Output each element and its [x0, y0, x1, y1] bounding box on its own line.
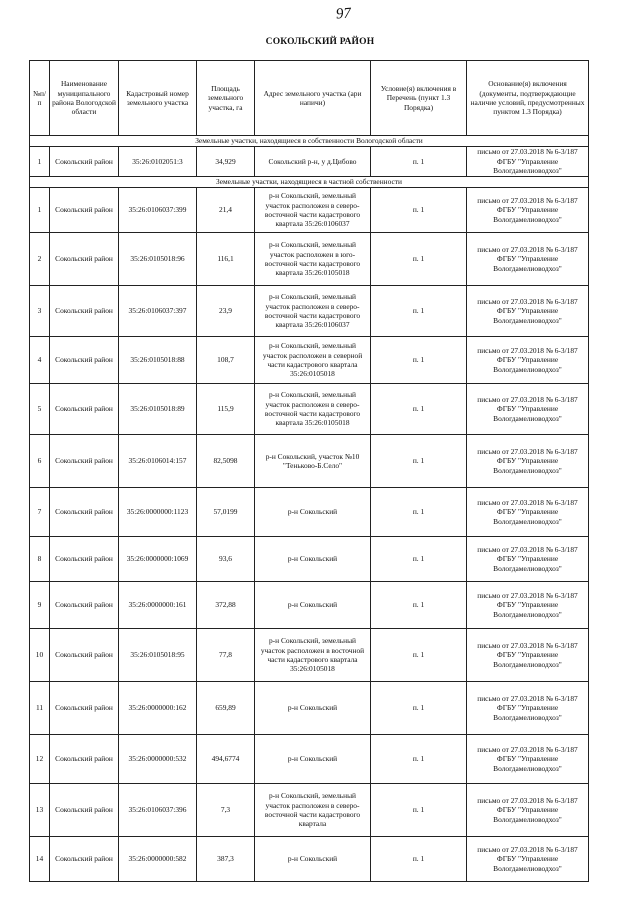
cell-municipality: Сокольский район [50, 735, 119, 784]
cell-cadastral: 35:26:0105018:96 [119, 233, 197, 286]
page-number: 97 [335, 5, 352, 23]
cell-area: 659,89 [197, 682, 255, 735]
cell-num: 9 [30, 582, 50, 629]
page-title: СОКОЛЬСКИЙ РАЙОН [265, 37, 375, 47]
cell-cadastral: 35:26:0102051:3 [119, 147, 197, 177]
cell-condition: п. 1 [371, 384, 467, 435]
table-row [30, 188, 589, 233]
header-cadastral: Кадастровый номер земельного участка [119, 61, 197, 136]
cell-municipality: Сокольский район [50, 837, 119, 882]
cell-basis: письмо от 27.03.2018 № 6-3/187 ФГБУ "Управление Вологдамелиоводхоз" [467, 582, 589, 629]
cell-condition: п. 1 [371, 735, 467, 784]
header-municipality: Наименование муниципального района Вологодской области [50, 61, 119, 136]
cell-municipality: Сокольский район [50, 784, 119, 837]
section-header-row [30, 177, 589, 188]
cell-area: 23,9 [197, 286, 255, 337]
cell-area: 77,8 [197, 629, 255, 682]
cell-num: 10 [30, 629, 50, 682]
cell-area: 116,1 [197, 233, 255, 286]
cell-area: 7,3 [197, 784, 255, 837]
cell-condition: п. 1 [371, 188, 467, 233]
section-title: Земельные участки, находящиеся в собственности Вологодской области [30, 136, 589, 147]
cell-address: р-н Сокольский, земельный участок расположен в северо-восточной части кадастрового квартала 35:26:0105018 [255, 384, 371, 435]
cell-address: р-н Сокольский, земельный участок расположен в северо-восточной части кадастрового квартала [255, 784, 371, 837]
cell-address: р-н Сокольский [255, 488, 371, 537]
cell-cadastral: 35:26:0106014:157 [119, 435, 197, 488]
cell-address: р-н Сокольский [255, 537, 371, 582]
cell-basis: письмо от 27.03.2018 № 6-3/187 ФГБУ "Управление Вологдамелиоводхоз" [467, 435, 589, 488]
header-area: Площадь земельного участка, га [197, 61, 255, 136]
cell-municipality: Сокольский район [50, 629, 119, 682]
cell-address: р-н Сокольский [255, 837, 371, 882]
cell-condition: п. 1 [371, 286, 467, 337]
cell-basis: письмо от 27.03.2018 № 6-3/187 ФГБУ "Управление Вологдамелиоводхоз" [467, 537, 589, 582]
cell-num: 8 [30, 537, 50, 582]
cell-num: 2 [30, 233, 50, 286]
cell-area: 82,5098 [197, 435, 255, 488]
cell-cadastral: 35:26:0000000:532 [119, 735, 197, 784]
cell-basis: письмо от 27.03.2018 № 6-3/187 ФГБУ "Управление Вологдамелиоводхоз" [467, 147, 589, 177]
cell-cadastral: 35:26:0106037:397 [119, 286, 197, 337]
cell-municipality: Сокольский район [50, 682, 119, 735]
cell-num: 1 [30, 188, 50, 233]
cell-address: Сокольский р-н, у д.Цибово [255, 147, 371, 177]
cell-municipality: Сокольский район [50, 537, 119, 582]
cell-cadastral: 35:26:0105018:88 [119, 337, 197, 384]
cell-cadastral: 35:26:0000000:1069 [119, 537, 197, 582]
cell-municipality: Сокольский район [50, 147, 119, 177]
cell-condition: п. 1 [371, 837, 467, 882]
land-plots-table [29, 60, 589, 882]
cell-cadastral: 35:26:0000000:1123 [119, 488, 197, 537]
cell-condition: п. 1 [371, 488, 467, 537]
cell-area: 34,929 [197, 147, 255, 177]
table-row [30, 537, 589, 582]
cell-address: р-н Сокольский [255, 735, 371, 784]
cell-num: 4 [30, 337, 50, 384]
cell-area: 108,7 [197, 337, 255, 384]
cell-address: р-н Сокольский, участок №10 "Теньково-Б.Село" [255, 435, 371, 488]
cell-basis: письмо от 27.03.2018 № 6-3/187 ФГБУ "Управление Вологдамелиоводхоз" [467, 488, 589, 537]
cell-cadastral: 35:26:0000000:582 [119, 837, 197, 882]
table-row [30, 488, 589, 537]
cell-area: 494,6774 [197, 735, 255, 784]
cell-condition: п. 1 [371, 233, 467, 286]
cell-num: 6 [30, 435, 50, 488]
cell-basis: письмо от 27.03.2018 № 6-3/187 ФГБУ "Управление Вологдамелиоводхоз" [467, 735, 589, 784]
cell-num: 5 [30, 384, 50, 435]
cell-condition: п. 1 [371, 435, 467, 488]
cell-basis: письмо от 27.03.2018 № 6-3/187 ФГБУ "Управление Вологдамелиоводхоз" [467, 188, 589, 233]
cell-area: 115,9 [197, 384, 255, 435]
cell-basis: письмо от 27.03.2018 № 6-3/187 ФГБУ "Управление Вологдамелиоводхоз" [467, 337, 589, 384]
cell-condition: п. 1 [371, 682, 467, 735]
cell-address: р-н Сокольский, земельный участок расположен в восточной части кадастрового квартала 35:26:0105018 [255, 629, 371, 682]
cell-area: 21,4 [197, 188, 255, 233]
cell-address: р-н Сокольский [255, 582, 371, 629]
cell-condition: п. 1 [371, 147, 467, 177]
cell-area: 57,0199 [197, 488, 255, 537]
cell-basis: письмо от 27.03.2018 № 6-3/187 ФГБУ "Управление Вологдамелиоводхоз" [467, 233, 589, 286]
table-row [30, 735, 589, 784]
cell-municipality: Сокольский район [50, 488, 119, 537]
cell-num: 11 [30, 682, 50, 735]
cell-area: 372,88 [197, 582, 255, 629]
cell-basis: письмо от 27.03.2018 № 6-3/187 ФГБУ "Управление Вологдамелиоводхоз" [467, 784, 589, 837]
table-row [30, 582, 589, 629]
section-title: Земельные участки, находящиеся в частной собственности [30, 177, 589, 188]
cell-cadastral: 35:26:0105018:89 [119, 384, 197, 435]
cell-num: 7 [30, 488, 50, 537]
cell-basis: письмо от 27.03.2018 № 6-3/187 ФГБУ "Управление Вологдамелиоводхоз" [467, 629, 589, 682]
cell-address: р-н Сокольский, земельный участок расположен в северо-восточной части кадастрового квартала 35:26:0106037 [255, 286, 371, 337]
cell-cadastral: 35:26:0000000:161 [119, 582, 197, 629]
cell-municipality: Сокольский район [50, 286, 119, 337]
cell-municipality: Сокольский район [50, 233, 119, 286]
cell-address: р-н Сокольский [255, 682, 371, 735]
cell-num: 1 [30, 147, 50, 177]
cell-condition: п. 1 [371, 784, 467, 837]
cell-address: р-н Сокольский, земельный участок расположен в северо-восточной части кадастрового квартала 35:26:0106037 [255, 188, 371, 233]
cell-cadastral: 35:26:0105018:95 [119, 629, 197, 682]
cell-address: р-н Сокольский, земельный участок расположен в северной части кадастрового квартала 35:26:0105018 [255, 337, 371, 384]
header-condition: Условие(я) включения в Перечень (пункт 1.3 Порядка) [371, 61, 467, 136]
cell-municipality: Сокольский район [50, 384, 119, 435]
cell-basis: письмо от 27.03.2018 № 6-3/187 ФГБУ "Управление Вологдамелиоводхоз" [467, 286, 589, 337]
table-row [30, 629, 589, 682]
cell-condition: п. 1 [371, 537, 467, 582]
cell-condition: п. 1 [371, 337, 467, 384]
table-row [30, 233, 589, 286]
cell-condition: п. 1 [371, 582, 467, 629]
cell-num: 3 [30, 286, 50, 337]
cell-num: 14 [30, 837, 50, 882]
cell-municipality: Сокольский район [50, 337, 119, 384]
cell-num: 12 [30, 735, 50, 784]
cell-cadastral: 35:26:0106037:396 [119, 784, 197, 837]
cell-cadastral: 35:26:0000000:162 [119, 682, 197, 735]
section-header-row [30, 136, 589, 147]
header-num: №п/п [30, 61, 50, 136]
cell-address: р-н Сокольский, земельный участок расположен в юго-восточной части кадастрового квартала 35:26:0105018 [255, 233, 371, 286]
cell-cadastral: 35:26:0106037:399 [119, 188, 197, 233]
table-row [30, 837, 589, 882]
table-row [30, 337, 589, 384]
cell-basis: письмо от 27.03.2018 № 6-3/187 ФГБУ "Управление Вологдамелиоводхоз" [467, 384, 589, 435]
table-row [30, 682, 589, 735]
cell-area: 93,6 [197, 537, 255, 582]
table-header-row [30, 61, 589, 136]
cell-num: 13 [30, 784, 50, 837]
table-row [30, 147, 589, 177]
cell-basis: письмо от 27.03.2018 № 6-3/187 ФГБУ "Управление Вологдамелиоводхоз" [467, 682, 589, 735]
cell-municipality: Сокольский район [50, 188, 119, 233]
table-body [30, 136, 589, 882]
table-row [30, 435, 589, 488]
table-row [30, 784, 589, 837]
header-basis: Основание(я) включения (документы, подтверждающие наличие условий, предусмотренных пунктом 1.3 Порядка) [467, 61, 589, 136]
header-address: Адрес земельного участка (ари напичи) [255, 61, 371, 136]
cell-area: 387,3 [197, 837, 255, 882]
cell-municipality: Сокольский район [50, 582, 119, 629]
cell-basis: письмо от 27.03.2018 № 6-3/187 ФГБУ "Управление Вологдамелиоводхоз" [467, 837, 589, 882]
table-row [30, 286, 589, 337]
table-row [30, 384, 589, 435]
cell-municipality: Сокольский район [50, 435, 119, 488]
cell-condition: п. 1 [371, 629, 467, 682]
